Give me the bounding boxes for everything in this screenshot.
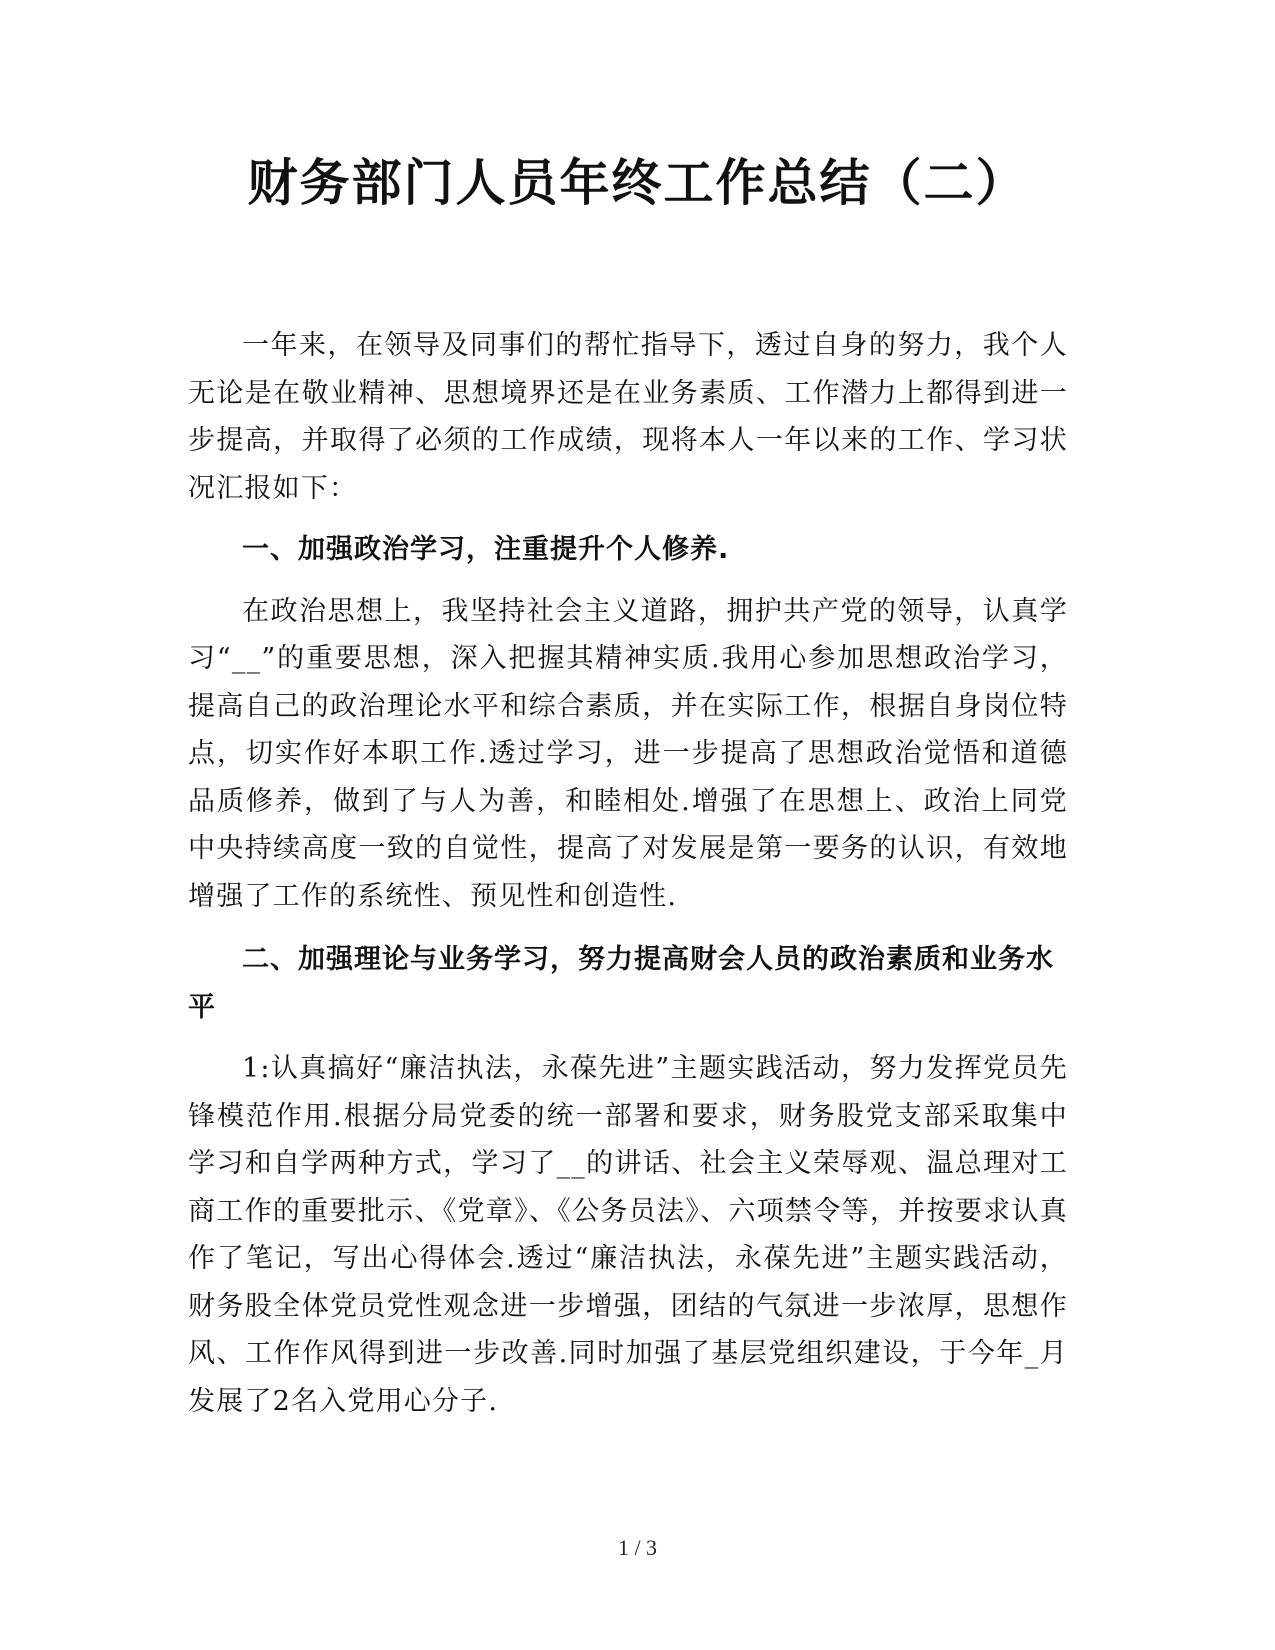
section-2-heading: 二、加强理论与业务学习，努力提高财会人员的政治素质和业务水平	[188, 944, 1054, 1023]
intro-paragraph: 一年来，在领导及同事们的帮忙指导下，透过自身的努力，我个人无论是在敬业精神、思想境界还是在业务素质、工作潜力上都得到进一步提高，并取得了必须的工作成绩，现将本人一年以来的工作、学习状况汇报如下：	[188, 330, 1068, 504]
page-title: 财务部门人员年终工作总结（二）	[247, 154, 1028, 212]
section-1-heading: 一、加强政治学习，注重提升个人修养.	[242, 534, 730, 565]
document-body	[188, 322, 1068, 1425]
section-2-paragraph: 1:认真搞好“廉洁执法，永葆先进”主题实践活动，努力发挥党员先锋模范作用.根据分局党委的统一部署和要求，财务股党支部采取集中学习和自学两种方式，学习了__的讲话、社会主义荣辱观、温总理对工商工作的重要批示、《党章》、《公务员法》、六项禁令等，并按要求认真作了笔记，写出心得体会.透过“廉洁执法，永葆先进”主题实践活动，财务股全体党员党性观念进一步增强，团结的气氛进一步浓厚，思想作风、工作作风得到进一步改善.同时加强了基层党组织建设，于今年_月发展了2名入党用心分子.	[188, 1053, 1068, 1417]
page-number: 1 / 3	[617, 1535, 658, 1560]
section-1-paragraph: 在政治思想上，我坚持社会主义道路，拥护共产党的领导，认真学习“__”的重要思想，深入把握其精神实质.我用心参加思想政治学习，提高自己的政治理论水平和综合素质，并在实际工作，根据自身岗位特点，切实作好本职工作.透过学习，进一步提高了思想政治觉悟和道德品质修养，做到了与人为善，和睦相处.增强了在思想上、政治上同党中央持续高度一致的自觉性，提高了对发展是第一要务的认识，有效地增强了工作的系统性、预见性和创造性.	[188, 595, 1068, 912]
